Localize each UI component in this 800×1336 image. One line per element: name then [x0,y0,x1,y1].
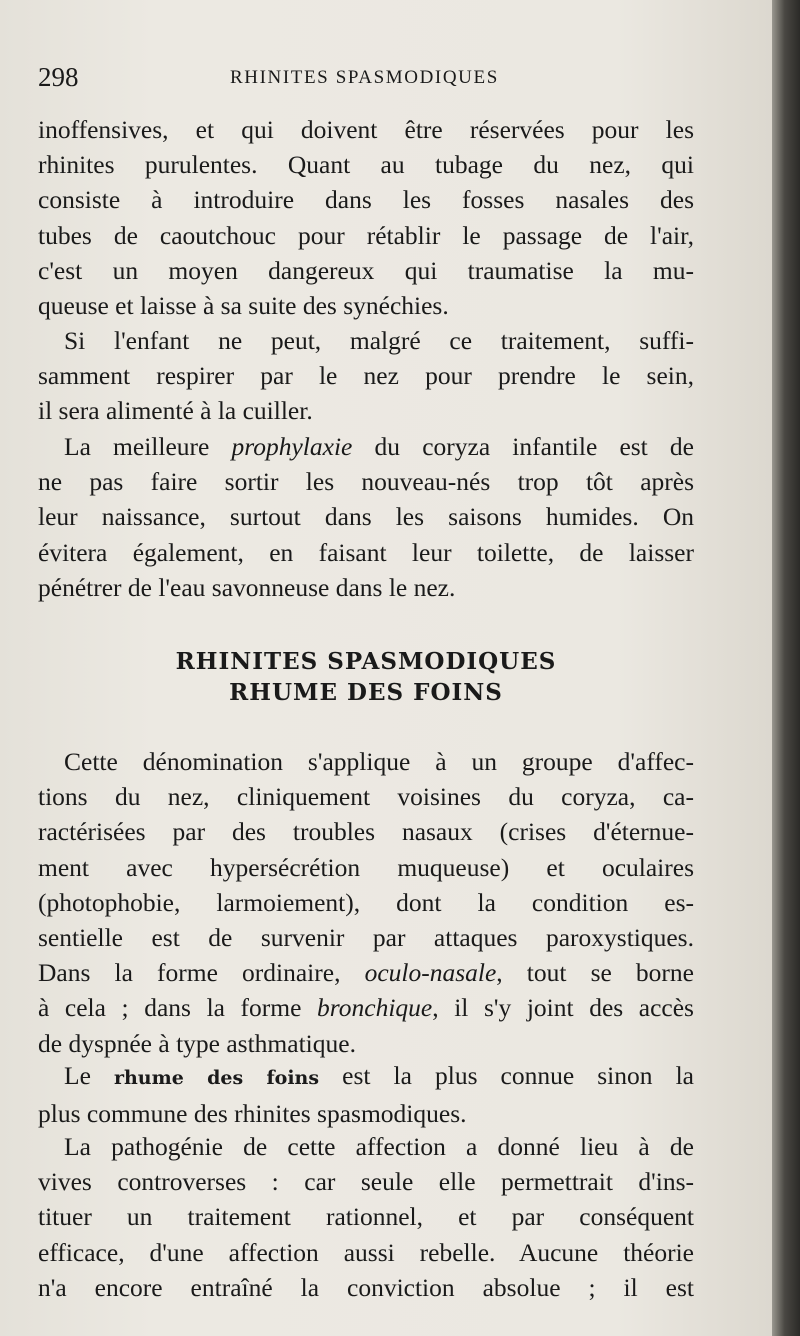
paragraph-feeding [38,323,694,429]
section-heading-line2: RHUME DES FOINS [229,679,503,706]
text-run: du coryza infantile est de [352,432,694,461]
text-run: , tout se borne [496,958,694,988]
text-line: pénétrer de l'eau savonneuse dans le nez. [38,572,456,602]
text-run: Dans la forme ordinaire, [38,958,365,988]
text-line: ne pas faire sortir les nouveau-nés trop tôt après [38,467,694,497]
text-line: efficace, d'une affection aussi rebelle. Aucune théorie [38,1237,694,1267]
text-line: La pathogénie de cette affection a donné lieu à de [64,1132,694,1161]
text-line: sentielle est de survenir par attaques paroxystiques. [38,923,694,953]
text-line: c'est un moyen dangereux qui traumatise la mu- [38,255,694,285]
text-line: ment avec hypersécrétion muqueuse) et oculaires [38,852,694,882]
text-line: il sera alimenté à la cuiller. [38,396,313,426]
page-number: 298 [38,62,79,92]
text-line: tubes de caoutchouc pour rétablir le passage de l'air, [38,220,694,250]
italic-term: bronchique [317,993,433,1023]
paragraph-pathogeny [38,1129,694,1305]
running-title: RHINITES SPASMODIQUES [230,67,499,88]
paragraph-definition [38,744,694,1061]
text-run: à cela ; dans la forme [38,993,318,1023]
text-run: est la plus connue sinon la [319,1061,694,1090]
text-line: n'a encore entraîné la conviction absolue ; il est [38,1272,694,1302]
text-line: Cette dénomination s'applique à un groupe d'affec- [64,747,694,776]
text-line: consiste à introduire dans les fosses nasales des [38,185,694,215]
text-line [38,990,694,1025]
running-header [38,62,698,98]
text-line: de dyspnée à type asthmatique. [38,1028,356,1058]
text-run: , il s'y joint des accès [432,993,694,1023]
section-heading-line1: RHINITES SPASMODIQUES [175,648,557,675]
text-line: tituer un traitement rationnel, et par conséquent [38,1202,694,1232]
text-line: inoffensives, et qui doivent être réservées pour les [38,115,694,144]
text-line: évitera également, en faisant leur toilette, de laisser [38,537,694,567]
italic-term: oculo-nasale [364,958,497,988]
italic-term: prophylaxie [231,432,353,461]
text-line [38,429,694,464]
text-line [38,955,694,990]
text-line: plus commune des rhinites spasmodiques. [38,1099,467,1129]
text-line: rhinites purulentes. Quant au tubage du nez, qui [38,150,694,180]
text-run: La meilleure [64,432,232,461]
text-line: tions du nez, cliniquement voisines du coryza, ca- [38,782,694,812]
text-line: samment respirer par le nez pour prendre le sein, [38,361,694,391]
paragraph-prophylaxis [38,429,694,605]
text-line: (photophobie, larmoiement), dont la condition es- [38,887,694,917]
text-line: vives controverses : car seule elle permettrait d'ins- [38,1167,694,1197]
text-line [38,1058,694,1096]
text-line: queuse et laisse à sa suite des synéchies. [38,291,449,321]
paragraph-hay-fever [38,1058,694,1131]
text-run: Le [64,1061,114,1090]
bold-term: rhume des foins [113,1067,320,1089]
text-line: leur naissance, surtout dans les saisons humides. On [38,502,694,532]
book-spine-shadow [772,0,800,1336]
text-line: Si l'enfant ne peut, malgré ce traitement, suffi- [64,326,694,355]
text-line: ractérisées par des troubles nasaux (crises d'éternue- [38,817,694,847]
paragraph-continuation [38,112,694,323]
